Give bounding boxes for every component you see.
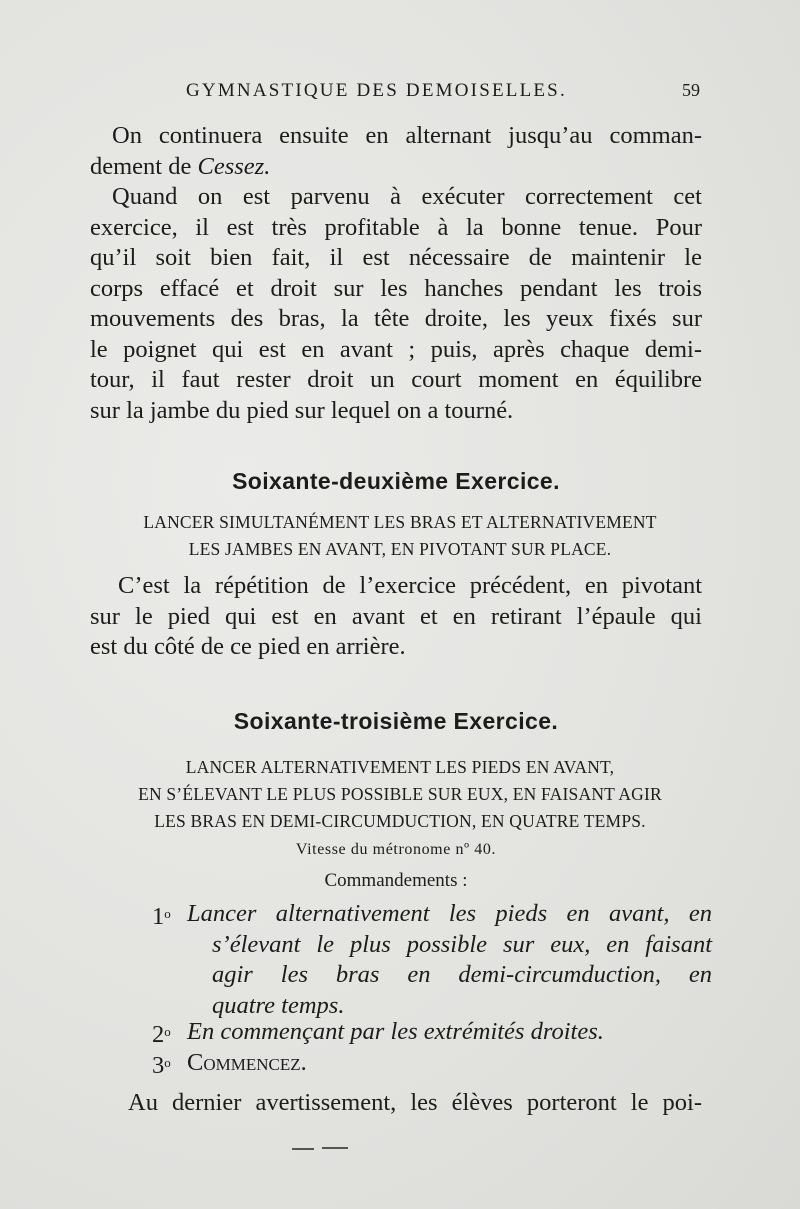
text-line: dement de Cessez. (90, 152, 271, 180)
command-line: s’élevant le plus possible sur eux, en faisant (212, 930, 712, 958)
running-title: GYMNASTIQUE DES DEMOISELLES. (186, 80, 567, 101)
intro-paragraph-1 (90, 121, 702, 182)
exercise-62-subtitle (90, 509, 710, 563)
printer-mark (292, 1148, 314, 1150)
printer-mark (322, 1147, 348, 1149)
command-3 (152, 1048, 712, 1079)
subtitle-line: LES JAMBES EN AVANT, EN PIVOTANT SUR PLACE. (188, 539, 612, 559)
exercise-63-subtitle (90, 754, 710, 835)
command-1 (152, 899, 712, 1021)
page-number: 59 (682, 80, 700, 100)
subtitle-line: EN S’ÉLEVANT LE PLUS POSSIBLE SUR EUX, EN FAISANT AGIR (138, 784, 662, 804)
subtitle-line: LANCER ALTERNATIVEMENT LES PIEDS EN AVANT, (185, 757, 615, 777)
command-line: Commencez. (187, 1049, 307, 1076)
metronome-speed: Vitesse du métronome nº 40. (295, 841, 497, 858)
text-line: exercice, il est très profitable à la bonne tenue. Pour (90, 213, 702, 241)
subtitle-line: LANCER SIMULTANÉMENT LES BRAS ET ALTERNATIVEMENT (143, 512, 657, 532)
command-line: En commençant par les extrémités droites. (187, 1018, 604, 1045)
command-line: agir les bras en demi-circumduction, en (212, 961, 712, 988)
text-line: corps effacé et droit sur les hanches pendant les trois (90, 274, 702, 302)
final-line: Au dernier avertissement, les élèves porteront le poi- (128, 1089, 702, 1116)
command-number: 3$^o$ (152, 1052, 171, 1079)
command-line: Lancer alternativement les pieds en avant, en (187, 900, 712, 927)
commands-label: Commandements : (324, 870, 468, 891)
exercise-62-text (90, 571, 702, 663)
text-line: le poignet qui est en avant ; puis, après chaque demi- (90, 335, 702, 363)
exercise-62-title: Soixante-deuxième Exercice. (232, 468, 560, 494)
text-line: C’est la répétition de l’exercice précédent, en pivotant (118, 572, 702, 599)
intro-paragraph-2 (90, 182, 702, 426)
subtitle-line: LES BRAS EN DEMI-CIRCUMDUCTION, EN QUATRE TEMPS. (154, 811, 646, 831)
text-line: qu’il soit bien fait, il est nécessaire de maintenir le (90, 244, 702, 271)
text-line: Quand on est parvenu à exécuter correctement cet (112, 183, 702, 210)
exercise-63-title: Soixante-troisième Exercice. (233, 708, 559, 734)
text-line: sur le pied qui est en avant et en retirant l’épaule qui (90, 602, 702, 630)
text-line: tour, il faut rester droit un court moment en équilibre (90, 366, 702, 393)
command-number: 1$^o$ (152, 903, 171, 930)
text-line: sur la jambe du pied sur lequel on a tourné. (90, 396, 514, 424)
command-number: 2$^o$ (152, 1021, 171, 1048)
text-line: mouvements des bras, la tête droite, les yeux fixés sur (90, 305, 702, 332)
command-line: quatre temps. (212, 991, 345, 1019)
text-line: est du côté de ce pied en arrière. (90, 633, 406, 660)
text-line: On continuera ensuite en alternant jusqu’au comman- (112, 122, 702, 149)
command-2 (152, 1017, 712, 1048)
